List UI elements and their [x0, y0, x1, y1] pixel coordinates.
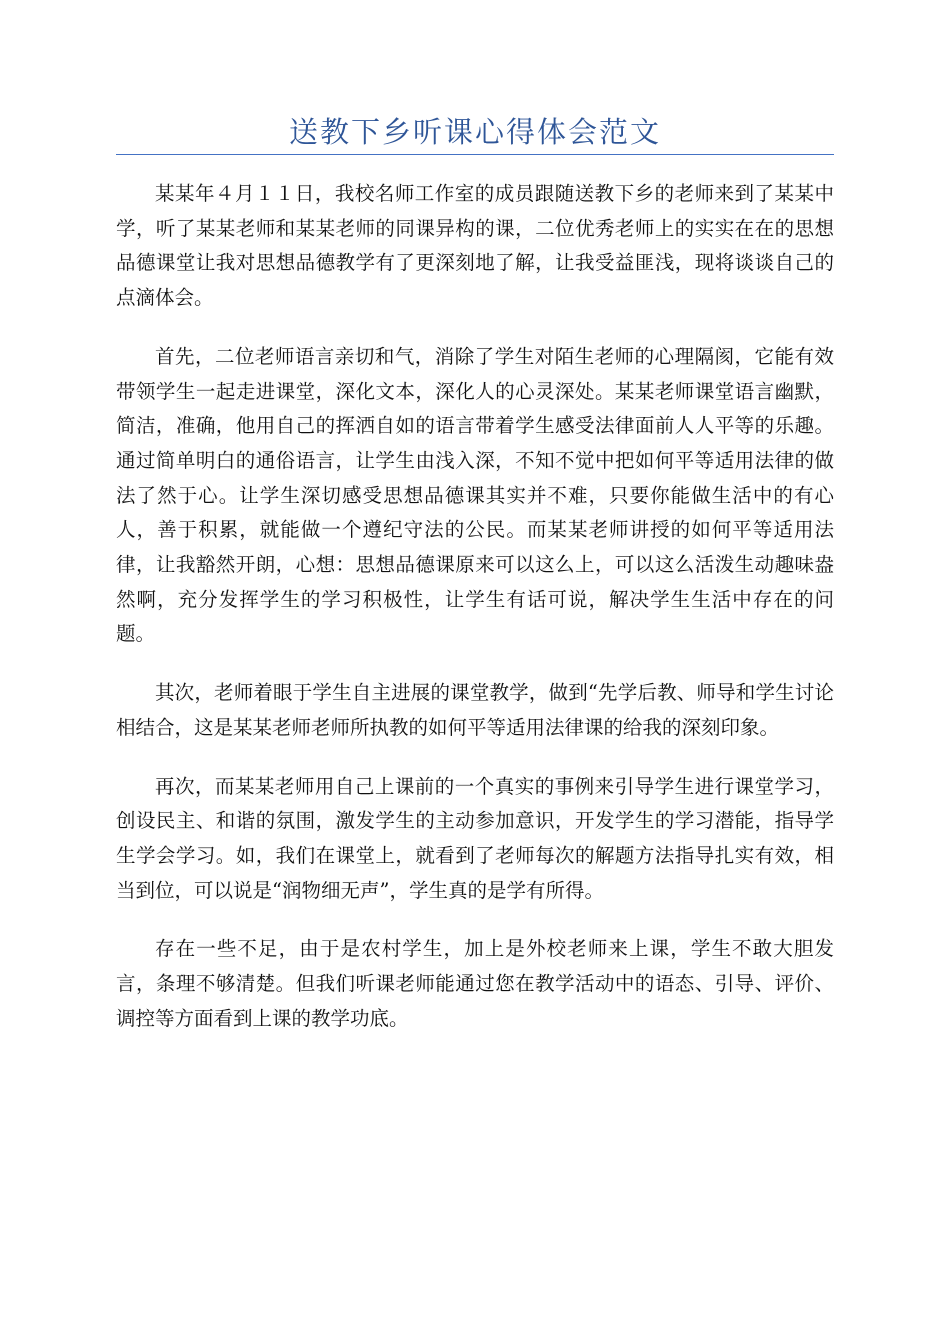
paragraph-3: 其次，老师着眼于学生自主进展的课堂教学，做到“先学后教、师导和学生讨论相结合，这是某某老师老师所执教的如何平等适用法律课的给我的深刻印象。 [116, 681, 834, 739]
paragraph-4: 再次，而某某老师用自己上课前的一个真实的事例来引导学生进行课堂学习，创设民主、和谐的氛围，激发学生的主动参加意识，开发学生的学习潜能，指导学生学会学习。如，我们在课堂上，就看到了老师每次的解题方法指导扎实有效，相当到位，可以说是“润物细无声”，学生真的是学有所得。 [116, 774, 834, 902]
document-title: 送教下乡听课心得体会范文 [288, 115, 661, 149]
paragraph-2: 首先，二位老师语言亲切和气，消除了学生对陌生老师的心理隔阂，它能有效带领学生一起走进课堂，深化文本，深化人的心灵深处。某某老师课堂语言幽默，简洁，准确，他用自己的挥洒自如的语言带着学生感受法律面前人人平等的乐趣。通过简单明白的通俗语言，让学生由浅入深，不知不觉中把如何平等适用法律的做法了然于心。让学生深切感受思想品德课其实并不难，只要你能做生活中的有心人，善于积累，就能做一个遵纪守法的公民。而某某老师讲授的如何平等适用法律，让我豁然开朗，心想：思想品德课原来可以这么上，可以这么活泼生动趣味盎然啊，充分发挥学生的学习积极性，让学生有话可说，解决学生生活中存在的问题。 [116, 344, 834, 646]
title-underline [116, 154, 834, 155]
document-body [116, 177, 834, 1060]
paragraph-5: 存在一些不足，由于是农村学生，加上是外校老师来上课，学生不敢大胆发言，条理不够清楚。但我们听课老师能通过您在教学活动中的语态、引导、评价、调控等方面看到上课的教学功底。 [116, 937, 834, 1030]
paragraph-1: 某某年４月１１日，我校名师工作室的成员跟随送教下乡的老师来到了某某中学，听了某某老师和某某老师的同课异构的课，二位优秀老师上的实实在在的思想品德课堂让我对思想品德教学有了更深刻地了解，让我受益匪浅，现将谈谈自己的点滴体会。 [116, 182, 834, 310]
